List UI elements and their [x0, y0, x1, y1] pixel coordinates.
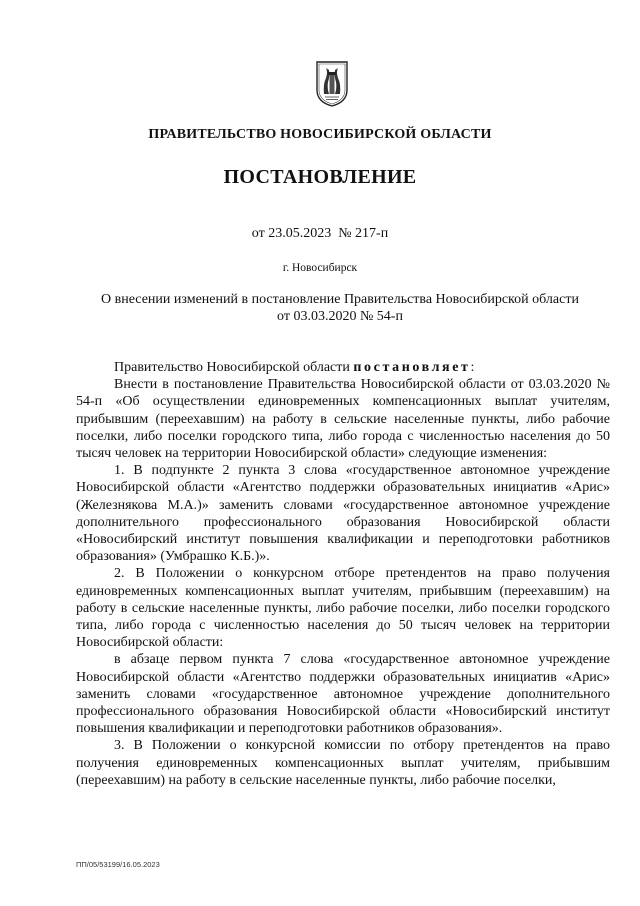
document-number-line: от 23.05.2023 № 217-п: [251, 226, 389, 241]
body-paragraph-5: 3. В Положении о конкурсной комиссии по отбору претендентов на право получения единовременных компенсационных выплат учителям, прибывшим (переехавшим) на работу в сельские населенные пункты, либо рабочие поселки,: [76, 738, 610, 788]
subject-line-2: от 03.03.2020 № 54-п: [277, 309, 403, 324]
city-label: г. Новосибирск: [282, 262, 358, 274]
body-paragraph-3: 2. В Положении о конкурсном отборе претендентов на право получения единовременных компенсационных выплат учителям, прибывшим (переехавшим) на работу в сельские населенные пункты, либо рабочие поселки, либо поселки городского типа, либо города с численностью населения до 50 тысяч человек на территории Новосибирской области:: [76, 566, 610, 651]
body-paragraph-2: 1. В подпункте 2 пункта 3 слова «государственное автономное учреждение Новосибирской области «Агентство поддержки образовательных инициатив «Арис» (Железнякова М.А.)» заменить словами «государственное автономное учреждение дополнительного профессионального образования Новосибирской области «Новосибирский институт повышения квалификации и переподготовки работников образования» (Умбрашко К.Б.)».: [76, 463, 610, 565]
intro-text: Правительство Новосибирской области: [114, 360, 354, 375]
decree-word: постановляет: [353, 360, 471, 375]
intro-paragraph: [76, 359, 610, 376]
organization-title: ПРАВИТЕЛЬСТВО НОВОСИБИРСКОЙ ОБЛАСТИ: [148, 127, 492, 142]
document-body: [76, 359, 610, 789]
document-type-title: ПОСТАНОВЛЕНИЕ: [223, 166, 417, 188]
document-subject: [70, 291, 610, 325]
intro-colon: :: [470, 360, 475, 375]
body-paragraph-4: в абзаце первом пункта 7 слова «государственное автономное учреждение Новосибирской области «Агентство поддержки образовательных инициатив «Арис» заменить словами «государственное автономное учреждение дополнительного профессионального образования Новосибирской области «Новосибирский институт повышения квалификации и переподготовки работников образования».: [76, 652, 610, 737]
body-paragraph-1: Внести в постановление Правительства Новосибирской области от 03.03.2020 № 54-п «Об осуществлении единовременных компенсационных выплат учителям, прибывшим (переехавшим) на работу в сельские населенные пункты, либо рабочие поселки, либо поселки городского типа, либо города с численностью населения до 50 тысяч человек на территории Новосибирской области» следующие изменения:: [76, 377, 610, 462]
coat-of-arms-icon: [315, 60, 349, 108]
subject-line-1: О внесении изменений в постановление Правительства Новосибирской области: [101, 292, 579, 307]
footer-doc-code: ПП/05/53199/16.05.2023: [76, 860, 160, 869]
